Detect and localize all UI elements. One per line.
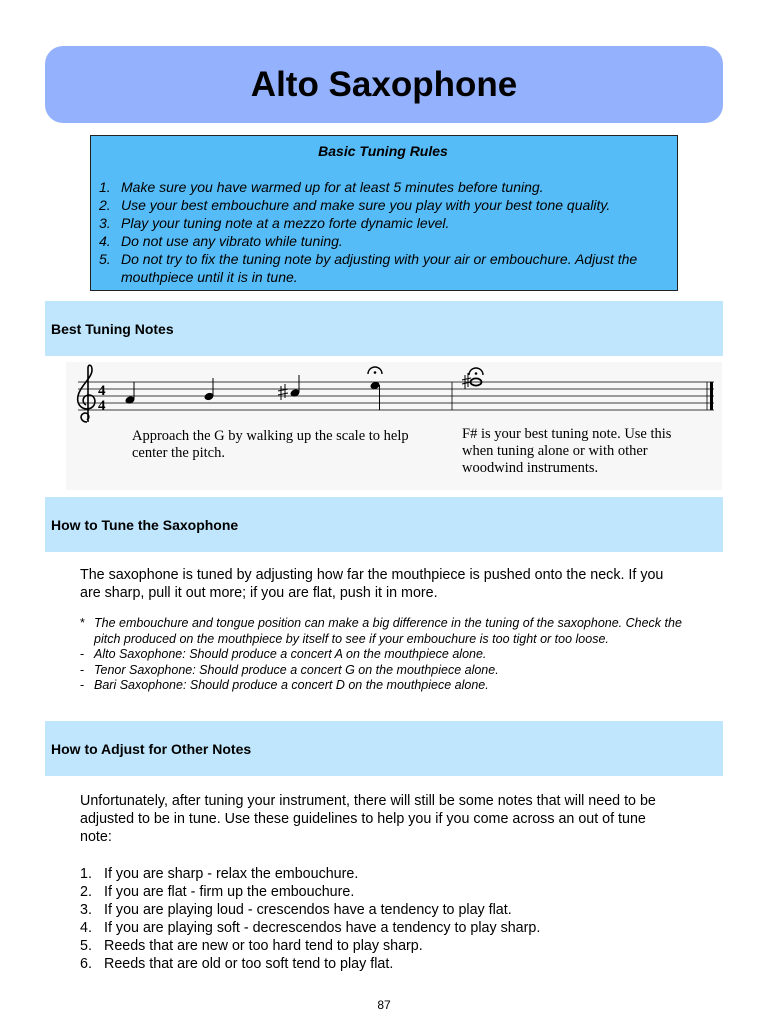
adjust-paragraph: Unfortunately, after tuning your instrument, there will still be some notes that will need to be adjusted to be in tune. Use these guidelines to help you if you come across an out of tune note: bbox=[80, 793, 656, 845]
note-item: * The embouchure and tongue position can make a big difference in the tuning of the saxophone. Check the pitch produced on the mouthpiece by itself to see if your embouchure is too tight or too loose. bbox=[80, 616, 682, 646]
section-heading: How to Tune the Saxophone bbox=[51, 516, 239, 533]
adjust-item: 5. Reeds that are new or too hard tend to play sharp. bbox=[80, 938, 423, 954]
rule-item: 3. Play your tuning note at a mezzo forte dynamic level. bbox=[99, 215, 450, 231]
note-f-sharp-whole-fermata bbox=[462, 368, 483, 389]
section-heading: Best Tuning Notes bbox=[51, 320, 174, 337]
note-d bbox=[125, 382, 136, 405]
adjust-list bbox=[80, 865, 700, 973]
note-item: - Alto Saxophone: Should produce a concert A on the mouthpiece alone. bbox=[80, 647, 487, 661]
title-banner bbox=[45, 46, 723, 123]
note-item: - Bari Saxophone: Should produce a concert D on the mouthpiece alone. bbox=[80, 678, 489, 692]
note-item: - Tenor Saxophone: Should produce a concert G on the mouthpiece alone. bbox=[80, 662, 499, 677]
tuning-notes bbox=[80, 616, 690, 694]
adjust-item: 4. If you are playing soft - decrescendos have a tendency to play sharp. bbox=[80, 920, 541, 936]
tuning-rules-box bbox=[90, 135, 678, 291]
adjust-item: 6. Reeds that are old or too soft tend to play flat. bbox=[80, 956, 394, 972]
section-heading: How to Adjust for Other Notes bbox=[51, 740, 252, 757]
page-number: 87 bbox=[377, 998, 391, 1012]
music-notation-area bbox=[66, 362, 722, 490]
page-title: Alto Saxophone bbox=[250, 64, 518, 104]
rule-item: 4. Do not use any vibrato while tuning. bbox=[99, 233, 343, 249]
note-e bbox=[204, 378, 215, 401]
caption-f-sharp: F# is your best tuning note. Use this when tuning alone or with other woodwind instruments. bbox=[462, 426, 672, 476]
rule-item: 1. Make sure you have warmed up for at least 5 minutes before tuning. bbox=[99, 179, 544, 195]
note-g-fermata bbox=[368, 367, 382, 410]
rules-list bbox=[99, 178, 667, 286]
section-header-adjust-notes bbox=[45, 721, 723, 776]
tuning-paragraph: The saxophone is tuned by adjusting how far the mouthpiece is pushed onto the neck. If you are sharp, pull it out more; if you are flat, push it in more. bbox=[80, 567, 664, 601]
adjust-item: 3. If you are playing loud - crescendos have a tendency to play flat. bbox=[80, 902, 512, 918]
treble-clef-icon bbox=[78, 365, 95, 422]
time-signature-bottom: 4 bbox=[98, 398, 106, 414]
adjust-item: 1. If you are sharp - relax the embouchure. bbox=[80, 866, 359, 882]
section-header-how-to-tune bbox=[45, 497, 723, 552]
rule-item: 2. Use your best embouchure and make sure you play with your best tone quality. bbox=[99, 197, 611, 213]
rule-item: 5. Do not try to fix the tuning note by adjusting with your air or embouchure. Adjust the mouthpiece until it is in tune. bbox=[99, 251, 638, 285]
adjust-item: 2. If you are flat - firm up the embouchure. bbox=[80, 884, 355, 900]
rules-title: Basic Tuning Rules bbox=[318, 143, 448, 159]
section-header-best-tuning-notes bbox=[45, 301, 723, 356]
time-signature-top: 4 bbox=[98, 383, 106, 399]
caption-approach-g: Approach the G by walking up the scale to help center the pitch. bbox=[132, 428, 409, 461]
final-barline-thick bbox=[710, 382, 713, 410]
